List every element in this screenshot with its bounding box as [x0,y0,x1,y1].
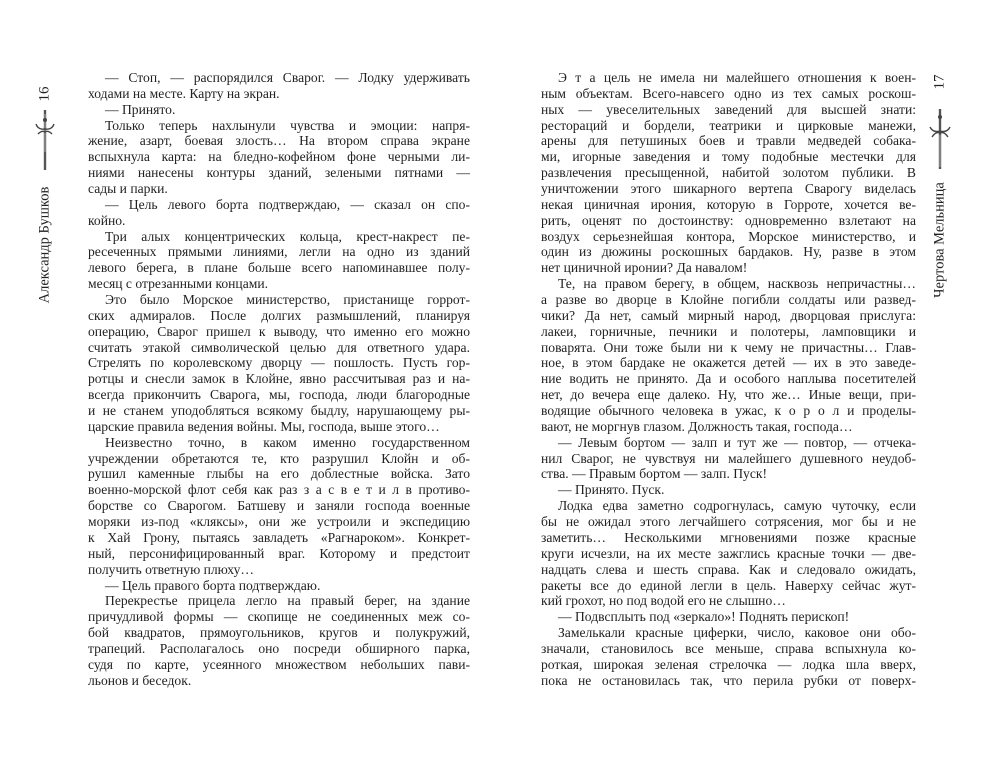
text-line: Это было Морское министерство, пристанище горрот- [105,292,470,308]
paragraph [541,498,916,609]
text-line: борстве со Сварогом. Батшеву и заняли господа военные [88,498,470,514]
paragraph [541,276,916,435]
text-line: Три алых концентрических кольца, крест-накрест пе- [105,228,470,244]
text-line: Перекрестье прицела легло на правый берег, на здание [105,593,470,609]
paragraph [88,292,470,435]
text-line: нет, до вечера еще далеко. Ну, что же… Иные вещи, при- [541,387,916,403]
text-line: и не станем уподобляться всякому быдлу, нарушающему ры- [88,403,470,419]
text-line: ние водить не принято. Да и особого наплыва посетителей [541,371,916,387]
text-line: ских адмиралов. После долгих размышлений, планируя [88,307,470,323]
text-line: водящие обычного человека в ужас, к о р о л и проделы- [541,403,916,419]
text-line: вают, не моргнув глазом. Должность такая, господа… [541,418,853,434]
text-line: трапеций. Располагалось оно посреди обширного парка, [88,640,470,656]
text-line: Только теперь нахлынули чувства и эмоции: напря- [105,117,470,133]
paragraph [541,609,916,625]
running-head-title: Чертова Мельница [931,182,948,298]
text-line: — Подвсплыть под «зеркало»! Поднять перископ! [558,609,850,625]
text-line: воздух серьезнейшая контора, Морское министерство, и [541,228,916,244]
text-line: поварята. Они тоже были ни к чему не причастны… Глав- [541,339,916,355]
page-number: 17 [931,74,948,90]
text-line: судя по карте, усеянного множеством небольших пави- [88,656,470,672]
text-line: койно. [88,212,126,228]
text-line: считать этакой символической целью для ответного удара. [88,339,470,355]
text-line: ходами на месте. Карту на экран. [88,85,280,101]
text-line: Те, на правом берегу, в общем, насквозь непричастны… [558,276,916,292]
text-line: ное, в этом бардаке не окажется детей — их в это заведе- [541,355,916,371]
text-line: ракеты все до единой легли в цель. Наверху сейчас жут- [541,577,916,593]
paragraph [88,118,470,197]
page-number: 16 [36,86,53,102]
text-line: — Принято. [105,101,176,117]
text-line: нет циничной иронии? Да навалом! [541,260,748,276]
text-line: один из дюжины роскошных бардаков. Ну, разве в этом [541,244,916,260]
text-line: значали, становилось все меньше, справа вспыхнула ко- [541,640,916,656]
text-line: а разве во дворце в Клойне погибли солдаты или развед- [541,292,916,308]
text-line: ных — увеселительных заведений для высшей знати: [541,101,916,117]
text-line: заметить… Несколькими мгновениями позже красные [541,529,916,545]
text-line: арены для петушиных боев и травли медведей собака- [541,133,916,149]
text-line: лакеи, горничные, печники и полотеры, ламповщики и [541,323,916,339]
text-line: роткая, широкая зеленая стрелочка — лодка шла вверх, [541,656,916,672]
text-line: Лодка едва заметно содрогнулась, самую чуточку, если [558,498,916,514]
text-line: — Принято. Пуск. [558,482,665,498]
text-line: развлечения пресыщенной, набитой золотом публики. В [541,165,916,181]
text-line: рестораций и бордели, театрики и цирковые манежи, [541,117,916,133]
text-line: операцию, Сварог пришел к выводу, что именно его можно [88,323,470,339]
paragraph [88,229,470,292]
text-line: круги исчезли, на их месте зажглись красные точки — две- [541,545,916,561]
text-line: — Стоп, — распорядился Сварог. — Лодку удерживать [105,70,470,85]
running-head-author: Александр Бушков [36,186,53,304]
text-line: Неизвестно точно, в каком именно государственном [105,434,470,450]
right-page-margin [925,62,955,322]
text-line: ротцы и снесли замок в Клойне, явно рассчитывая раз и на- [88,371,470,387]
text-line: нил Сварог, не чувствуя ни малейшего душевного неудоб- [541,450,916,466]
paragraph [88,70,470,102]
text-line: ресеченных прямыми линиями, легли на одно из зданий [88,244,470,260]
text-line: некая циничная ирония, которую в Горроте, хочется ве- [541,196,916,212]
text-line: ным объектам. Всего-навсего одно из тех самых роскош- [541,85,916,101]
text-line: ми, игорные заведения и тому подобные местечки для [541,149,916,165]
paragraph [88,102,470,118]
text-line: причудливой формы — скопище не соединенных меж со- [88,609,470,625]
text-line: надцать слева и шесть справа. Как и следовало ожидать, [541,561,916,577]
text-line: моряки из-под «кляксы», они же устроили и экспедицию [88,514,470,530]
left-page-text [88,70,470,689]
text-line: кий грохот, но под водой его не слышно… [541,593,786,609]
text-line: военно-морской флот себя как раз з а с в е т и л в противо- [88,482,470,498]
text-line: ства. — Правым бортом — залп. Пуск! [541,466,768,482]
right-page-text [541,70,916,689]
text-line: сады и парки. [88,181,168,197]
text-line: царские правила ведения войны. Мы, господа, выше этого… [88,418,440,434]
text-line: вспыхнула карта: на бледно-кофейном фоне черными ли- [88,149,470,165]
text-line: рушил каменные глыбы на его доблестные войска. Зато [88,466,470,482]
text-line: учреждении обретаются те, кто разрушил Клойн и об- [88,450,470,466]
paragraph [88,197,470,229]
text-line: уничтожении этого шикарного вертепа Сварогу виделась [541,181,916,197]
paragraph [541,625,916,688]
text-line: получить ответную плюху… [88,561,254,577]
sword-ornament-icon [925,107,955,171]
text-line: к Хай Грону, пытаясь завладеть «Рагнароком». Конкрет- [88,529,470,545]
text-line: левого берега, в плане больше всего напоминавшее полу- [88,260,470,276]
text-line: бой квадратов, прямоугольников, кругов и полукружий, [88,625,470,641]
text-line: Э т а цель не имела ни малейшего отношения к воен- [558,70,916,85]
text-line: — Цель левого борта подтверждаю, — сказал он спо- [105,196,470,212]
paragraph [88,435,470,578]
text-line: пока не остановилась так, что перила рубки от поверх- [541,672,916,688]
sword-ornament-icon [30,108,60,172]
paragraph [541,435,916,483]
text-line: ниями нанесены контуры зданий, зелеными пятнами — [88,165,470,181]
text-line: ный, персонифицированный враг. Которому и предстоит [88,545,470,561]
text-line: рить, оценят по достоинству: одновременно взлетают на [541,212,916,228]
paragraph [88,578,470,594]
text-line: — Цель правого борта подтверждаю. [105,577,321,593]
text-line: чики? Да нет, самый мирный народ, дворцовая прислуга: [541,307,916,323]
left-page-margin [30,70,60,330]
text-line: — Левым бортом — залп и тут же — повтор, — отчека- [558,434,916,450]
text-line: Замелькали красные циферки, число, каковое они обо- [558,625,916,641]
paragraph [541,482,916,498]
text-line: жение, азарт, боевая злость… На втором справа экране [88,133,470,149]
text-line: Стрелять по королевскому дворцу — пошлость. Пусть гор- [88,355,470,371]
text-line: месяц с отрезанными концами. [88,276,269,292]
text-line: бы не ожидал этого легчайшего сотрясения, мог бы и не [541,514,916,530]
text-line: всегда прикончить Сварога, мы, господа, люди благородные [88,387,470,403]
paragraph [88,593,470,688]
paragraph [541,70,916,276]
text-line: льонов и беседок. [88,672,192,688]
